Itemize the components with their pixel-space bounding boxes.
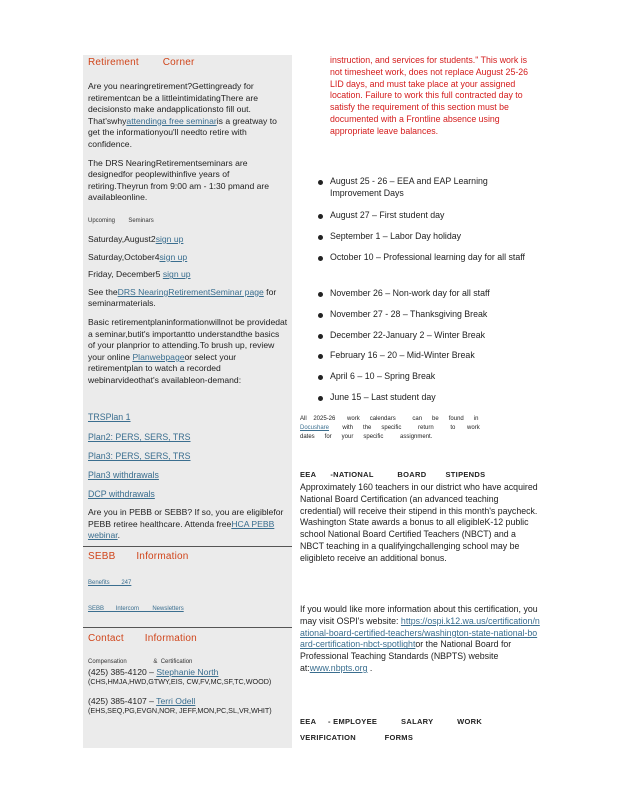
signup-link[interactable]: sign up [155, 234, 184, 244]
hca-webinar-link[interactable]: HCA PEBB webinar [88, 518, 275, 541]
sebb-benefits-link[interactable]: Benefits 247 [88, 580, 132, 586]
nbct-heading: EEA -NATIONAL BOARD STIPENDS [300, 470, 486, 479]
bullet-icon [318, 235, 323, 240]
plan-link[interactable]: Plan2: PERS, SERS, TRS [88, 432, 191, 442]
calendar-item: November 26 – Non-work day for all staff [318, 288, 538, 300]
docushare-link[interactable]: Docushare [300, 425, 330, 431]
bullet-icon [318, 214, 323, 219]
calendar-item: September 1 – Labor Day holiday [318, 231, 538, 243]
nbct-body: Approximately 160 teachers in our district who have acquired National Board Certification (an advanced teaching credential) will receive their stipend in this month's paycheck. Washington State awards a bonus to all eligibleK-12 public school National Board Certified Teachers (NBCT) and a NBCT teaching in a qualifyingchallenging school may be eligibleto receive an additional bonus. [300, 482, 538, 563]
bullet-icon [318, 354, 323, 359]
retirement-intro: Are you nearingretirement?Gettingready for retirementcan be a littleintimidatingThere are decisionsto make andapplicationsto fill out. That'swhyattendinga free seminaris a greatway to get the informationyou'll needto retire with confidence. The DRS NearingRetirementseminars are designedfor peoplewithinfive years of retiring.Theyrun from 9:00 am - 1:30 pmand are availableonline. [88, 81, 288, 211]
calendar-item: August 25 - 26 – EEA and EAP Learning Improvement Days [318, 176, 538, 200]
seminar-description: The DRS NearingRetirementseminars are designedfor peoplewithinfive years of retiring.Theyrun from 9:00 am - 1:30 pmand are availableonline. [88, 157, 270, 203]
sebb-heading: SEBB Information [88, 551, 189, 562]
contact-heading: Contact Information [88, 633, 197, 644]
calendar-item: December 22-January 2 – Winter Break [318, 330, 538, 342]
divider [83, 546, 292, 547]
calendar-item: October 10 – Professional learning day for all staff [318, 252, 538, 264]
seminar-link[interactable]: attendinga free seminar [126, 115, 217, 126]
seminar-page-link[interactable]: DRS NearingRetirementSeminar page [117, 286, 264, 297]
sebb-newsletters-link[interactable]: SEBB Intercom Newsletters [88, 606, 184, 612]
calendar-item: April 6 – 10 – Spring Break [318, 371, 538, 383]
calendar-item: June 15 – Last student day [318, 392, 538, 404]
bullet-icon [318, 256, 323, 261]
divider [83, 627, 292, 628]
signup-link[interactable]: sign up [159, 251, 188, 262]
verification-heading-line1: EEA - EMPLOYEE SALARY WORK [300, 717, 483, 726]
bullet-icon [318, 334, 323, 339]
bullet-icon [318, 180, 323, 185]
calendar-item: February 16 – 20 – Mid-Winter Break [318, 350, 538, 362]
retirement-corner-heading: Retirement Corner [88, 57, 195, 68]
contact-name-link[interactable]: Stephanie North [156, 667, 219, 677]
upcoming-seminars-label: Upcoming Seminars [88, 218, 154, 224]
pebb-paragraph: Are you in PEBB or SEBB? If so, you are eligiblefor PEBB retiree healthcare. Attenda freeHCA PEBB webinar. [88, 507, 284, 541]
calendar-item: November 27 - 28 – Thanksgiving Break [318, 309, 538, 321]
seminar-dates: Saturday,August2sign up Saturday,October4sign up Friday, December5 sign up See theDRS NearingRetirementSeminar page for seminarmaterials. Basic retirementplaninformationwillnot be providedat a seminar,butit's importantto understandthe basics of your planprior to attending.To brush up, review your online Planwebpageor select your retirementplan to watch a recorded webinarvideothat's availableon-demand: [88, 234, 288, 385]
ospi-link[interactable]: https://ospi.k12.wa.us/certification/national-board-certified-teachers/washington-state-national-board-certification-nbct-spotlight [300, 615, 540, 650]
plan-link[interactable]: Plan3: PERS, SERS, TRS [88, 451, 191, 461]
more-info: If you would like more information about this certification, you may visit OSPI's website: https://ospi.k12.wa.us/certification/national-board-certified-teachers/washington-state-national-board-certification-nbct-spotlightor the National Board for Professional Teaching Standards (NBPTS) website at:www.nbpts.org . [300, 604, 540, 673]
calendars-note: All 2025-26 work calendars can be found in Docushare with the specific return to work dates for your specific assignment. [300, 416, 480, 440]
work-day-notice: instruction, and services for students." This work is not timesheet work, does not replace August 25-26 LID days, and must take place at your assigned location. Failure to work this full contracted day to satisfy the requirement of this section must be documented with a Frontline absence using appropriate leave balances. [330, 55, 529, 136]
plan-link[interactable]: Plan3 withdrawals [88, 470, 159, 480]
bullet-icon [318, 313, 323, 318]
plan-link[interactable]: TRSPlan 1 [88, 412, 131, 422]
verification-heading-line2: VERIFICATION FORMS [300, 733, 414, 742]
signup-link[interactable]: sign up [162, 269, 191, 280]
plan-webpage-link[interactable]: Planwebpage [132, 351, 185, 362]
nbpts-link[interactable]: www.nbpts.org [309, 662, 368, 673]
plan-link[interactable]: DCP withdrawals [88, 489, 155, 499]
bullet-icon [318, 292, 323, 297]
compensation-label: Compensation & Certification [88, 659, 193, 665]
bullet-icon [318, 375, 323, 380]
contact-name-link[interactable]: Terri Odell [156, 696, 196, 706]
calendar-item: August 27 – First student day [318, 210, 538, 222]
bullet-icon [318, 396, 323, 401]
contact-block: (425) 385-4120 – Stephanie North (CHS,HMJA,HWD,GTWY,EIS, CW,FV,MC,SF,TC,WOOD) (425) 385-4107 – Terri Odell (EHS,SEQ,PG,EVGN,NOR, JEFF,MON,PC,SL,VR,WHIT) [88, 667, 272, 715]
